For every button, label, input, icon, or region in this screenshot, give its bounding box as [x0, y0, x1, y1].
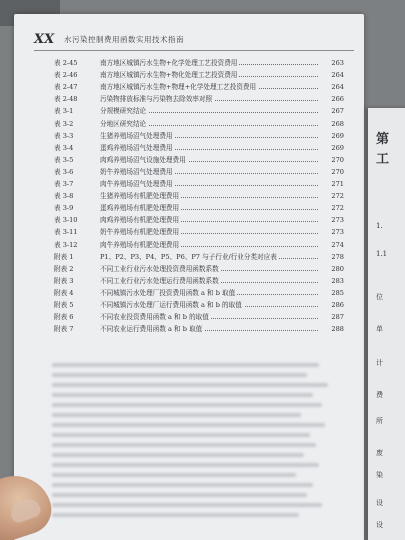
toc-label: 附表 3	[54, 276, 74, 285]
toc-label: 附表 1	[54, 252, 74, 261]
toc-title: 南方地区城镇污水生物+化学处理工艺投资费用	[100, 59, 238, 67]
facing-page-text: 单	[376, 325, 383, 333]
toc-label: 附表 5	[54, 301, 74, 309]
facing-page-text: 费	[376, 391, 383, 399]
toc-page: 280	[331, 264, 344, 273]
toc-title: 肉鸡养殖场有机肥处理费用	[100, 216, 180, 225]
toc-label: 表 3-9	[54, 204, 74, 213]
toc-page: 273	[331, 216, 344, 225]
toc-page: 287	[331, 313, 344, 322]
blurred-text	[52, 363, 342, 523]
toc-entry	[54, 179, 344, 189]
toc-page: 264	[331, 83, 344, 92]
toc-label: 表 3-4	[54, 143, 74, 152]
toc-label: 表 2-48	[54, 95, 78, 104]
toc-title: 蛋鸡养殖场沼气处理费用	[100, 143, 173, 152]
toc-entry	[54, 276, 344, 286]
toc-label: 附表 4	[54, 288, 74, 297]
toc-label: 表 2-46	[54, 71, 78, 80]
toc-page: 271	[331, 180, 344, 188]
toc-entry	[54, 264, 344, 274]
toc-title: 生猪养殖场沼气处理费用	[100, 131, 173, 140]
facing-page-text: 位	[376, 293, 383, 301]
book-title: 水污染控制费用函数实用技术指南	[64, 35, 184, 44]
facing-page-text: 所	[376, 417, 383, 425]
toc-title: 不同农业投资费用函数 a 和 b 的取值	[100, 313, 209, 322]
toc-title: 不同工业行业污水处理投资费用函数系数	[100, 264, 219, 273]
toc-entry	[54, 131, 344, 141]
toc-label: 附表 7	[54, 325, 74, 334]
toc-label: 表 3-6	[54, 167, 74, 176]
toc-title: 奶牛养殖场沼气处理费用	[100, 167, 173, 176]
toc-label: 表 3-3	[54, 131, 74, 140]
toc-label: 附表 2	[54, 264, 74, 273]
facing-page-text: 第	[376, 132, 390, 147]
toc-entry	[54, 227, 344, 237]
toc-page: 272	[331, 204, 344, 213]
toc-title: 肉牛养殖场有机肥处理费用	[100, 240, 180, 249]
toc-title: 污染物排放标准与污染物去除效率对照	[100, 95, 213, 104]
toc-title: P1、P2、P3、P4、P5、P6、P7 与子行业/行业分类对应表	[100, 252, 277, 261]
page-number: XX	[34, 32, 55, 47]
toc-page: 272	[331, 192, 344, 201]
toc-page: 266	[331, 95, 344, 104]
toc-label: 表 2-45	[54, 59, 78, 67]
toc-entry	[54, 203, 344, 213]
toc-entry	[54, 119, 344, 129]
page-header	[34, 34, 354, 51]
toc-entry	[54, 324, 344, 334]
toc-entry	[54, 215, 344, 225]
facing-page-text: 染	[376, 471, 383, 479]
toc-label: 表 3-10	[54, 216, 78, 225]
toc-page: 268	[331, 119, 344, 128]
toc-label: 表 3-2	[54, 119, 74, 128]
toc-page: 285	[331, 288, 344, 297]
toc-entry	[54, 106, 344, 116]
toc-entry	[54, 240, 344, 250]
facing-page-text: 设	[376, 499, 383, 507]
toc-entry	[54, 312, 344, 322]
toc-entry	[54, 300, 344, 310]
facing-page-text: 废	[376, 449, 383, 457]
toc-page: 263	[331, 59, 344, 67]
toc-entry	[54, 58, 344, 68]
toc-entry	[54, 82, 344, 92]
toc-title: 肉鸡养殖场沼气设施处理费用	[100, 155, 186, 164]
facing-page-text: 1.1	[376, 250, 388, 258]
toc-entry	[54, 167, 344, 177]
toc-title: 生猪养殖场有机肥处理费用	[100, 192, 180, 201]
toc-title: 南方地区城镇污水生物+物化处理工艺投资费用	[100, 71, 238, 80]
toc-title: 南方地区城镇污水生物+物理+化学处理工艺投资费用	[100, 83, 257, 92]
toc-label: 表 2-47	[54, 83, 78, 92]
toc-page: 283	[331, 276, 344, 285]
toc-label: 表 3-8	[54, 192, 74, 201]
toc-title: 分地区研究结论	[100, 119, 147, 128]
toc-entry	[54, 143, 344, 153]
facing-page-text: 设	[376, 521, 383, 529]
facing-page	[368, 108, 405, 540]
toc-page: 273	[331, 228, 344, 237]
toc-entry	[54, 94, 344, 104]
facing-page-text: 工	[376, 152, 390, 167]
toc-page: 267	[331, 107, 344, 116]
toc-title: 奶牛养殖场有机肥处理费用	[100, 228, 180, 237]
toc-page: 264	[331, 71, 344, 80]
toc-page: 269	[331, 143, 344, 152]
toc-entry	[54, 252, 344, 262]
facing-page-text: 1.	[376, 222, 383, 230]
toc-title: 不同城镇污水处理厂投资费用函数 a 和 b 取值	[100, 288, 236, 297]
toc-title: 不同农业运行费用函数 a 和 b 取值	[100, 325, 203, 334]
toc-label: 表 3-11	[54, 228, 78, 237]
toc-page: 270	[331, 167, 344, 176]
toc-entry	[54, 155, 344, 165]
toc-label: 附表 6	[54, 313, 74, 322]
toc-label: 表 3-12	[54, 240, 78, 249]
toc-entry	[54, 191, 344, 201]
toc-entry	[54, 70, 344, 80]
toc-label: 表 3-7	[54, 180, 74, 188]
toc-title: 肉牛养殖场沼气处理费用	[100, 180, 173, 188]
toc-page: 274	[331, 240, 344, 249]
toc-title: 蛋鸡养殖场有机肥处理费用	[100, 204, 180, 213]
toc-label: 表 3-1	[54, 107, 74, 116]
toc-title: 分规模研究结论	[100, 107, 147, 116]
toc-page: 286	[331, 301, 344, 309]
toc-title: 不同城镇污水处理厂运行费用函数 a 和 b 的取值	[100, 301, 242, 309]
toc-page: 278	[331, 252, 344, 261]
toc-title: 不同工业行业污水处理运行费用函数系数	[100, 276, 219, 285]
toc-page: 269	[331, 131, 344, 140]
toc-entry	[54, 288, 344, 298]
toc-label: 表 3-5	[54, 155, 74, 164]
toc-page: 288	[331, 325, 344, 334]
facing-page-text: 计	[376, 359, 383, 367]
toc-page: 270	[331, 155, 344, 164]
